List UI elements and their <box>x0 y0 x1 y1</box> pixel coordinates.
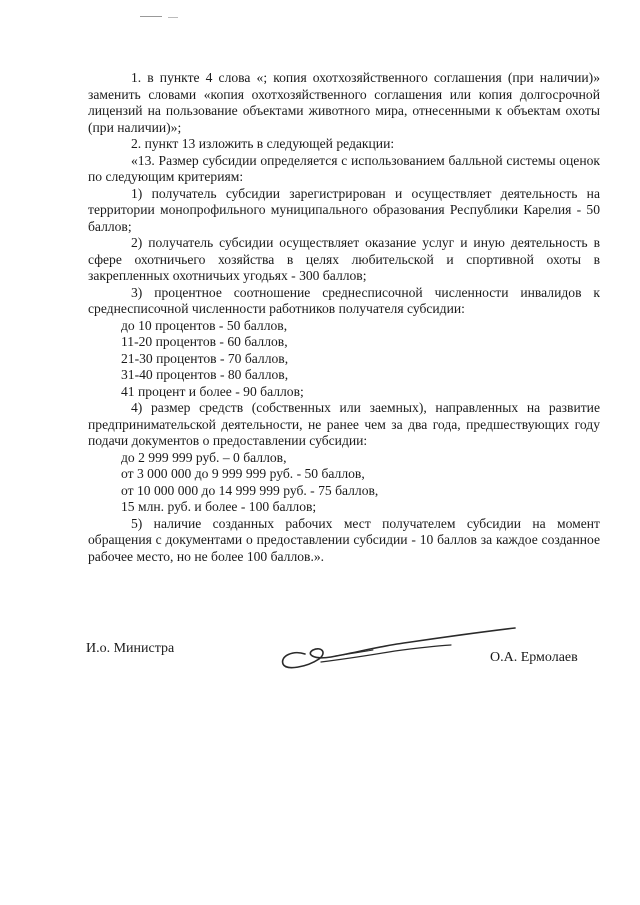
criterion-3-option: 21-30 процентов - 70 баллов, <box>121 350 289 366</box>
criterion-3-option: 41 процент и более - 90 баллов; <box>121 383 304 399</box>
signature-block <box>0 620 640 680</box>
criterion-1: 1) получатель субсидии зарегистрирован и осуществляет деятельность на территории монопрофильного муниципального образования Республики Карелия - 50 баллов; <box>88 185 600 234</box>
amendment-item-1: 1. в пункте 4 слова «; копия охотхозяйственного соглашения (при наличии)» заменить словами «копия охотхозяйственного соглашения или копия долгосрочной лицензий на пользование объектами животного мира, отнесенными к объектам охоты (при наличии)»; <box>88 70 600 135</box>
criterion-4-option: до 2 999 999 руб. – 0 баллов, <box>121 449 287 465</box>
criterion-4-option: от 3 000 000 до 9 999 999 руб. - 50 баллов, <box>121 466 365 481</box>
criterion-5: 5) наличие созданных рабочих мест получателем субсидии на момент обращения с документами о предоставлении субсидии - 10 баллов за каждое созданное рабочее место, но не более 100 баллов.». <box>88 515 600 564</box>
scan-artifact-top-right <box>168 17 178 18</box>
criterion-3-option: до 10 процентов - 50 баллов, <box>121 317 288 333</box>
signatory-role: И.о. Министра <box>86 641 175 656</box>
document-body <box>88 70 600 565</box>
criterion-3: 3) процентное соотношение среднесписочной численности инвалидов к среднесписочной численности работников получателя субсидии: <box>88 284 600 316</box>
criterion-4-option: от 10 000 000 до 14 999 999 руб. - 75 баллов, <box>121 482 379 498</box>
handwritten-signature <box>275 626 520 672</box>
criterion-4-option: 15 млн. руб. и более - 100 баллов; <box>121 499 317 514</box>
scan-artifact-top <box>140 16 162 17</box>
criterion-3-option: 11-20 процентов - 60 баллов, <box>121 334 288 349</box>
amendment-item-2: 2. пункт 13 изложить в следующей редакции: <box>131 136 395 151</box>
criterion-2: 2) получатель субсидии осуществляет оказание услуг и иную деятельность в сфере охотничьего хозяйства в целях любительской и спортивной охоты в закрепленных охотничьих угодьях - 300 баллов; <box>88 235 600 283</box>
signatory-name: О.А. Ермолаев <box>490 650 578 665</box>
criterion-4: 4) размер средств (собственных или заемных), направленных на развитие предпринимательской деятельности, не ранее чем за два года, предшествующих году подачи документов о предоставлении субсидии: <box>88 400 600 448</box>
criterion-3-option: 31-40 процентов - 80 баллов, <box>121 367 289 382</box>
point-13-intro: «13. Размер субсидии определяется с использованием балльной системы оценок по следующим критериям: <box>88 152 600 184</box>
